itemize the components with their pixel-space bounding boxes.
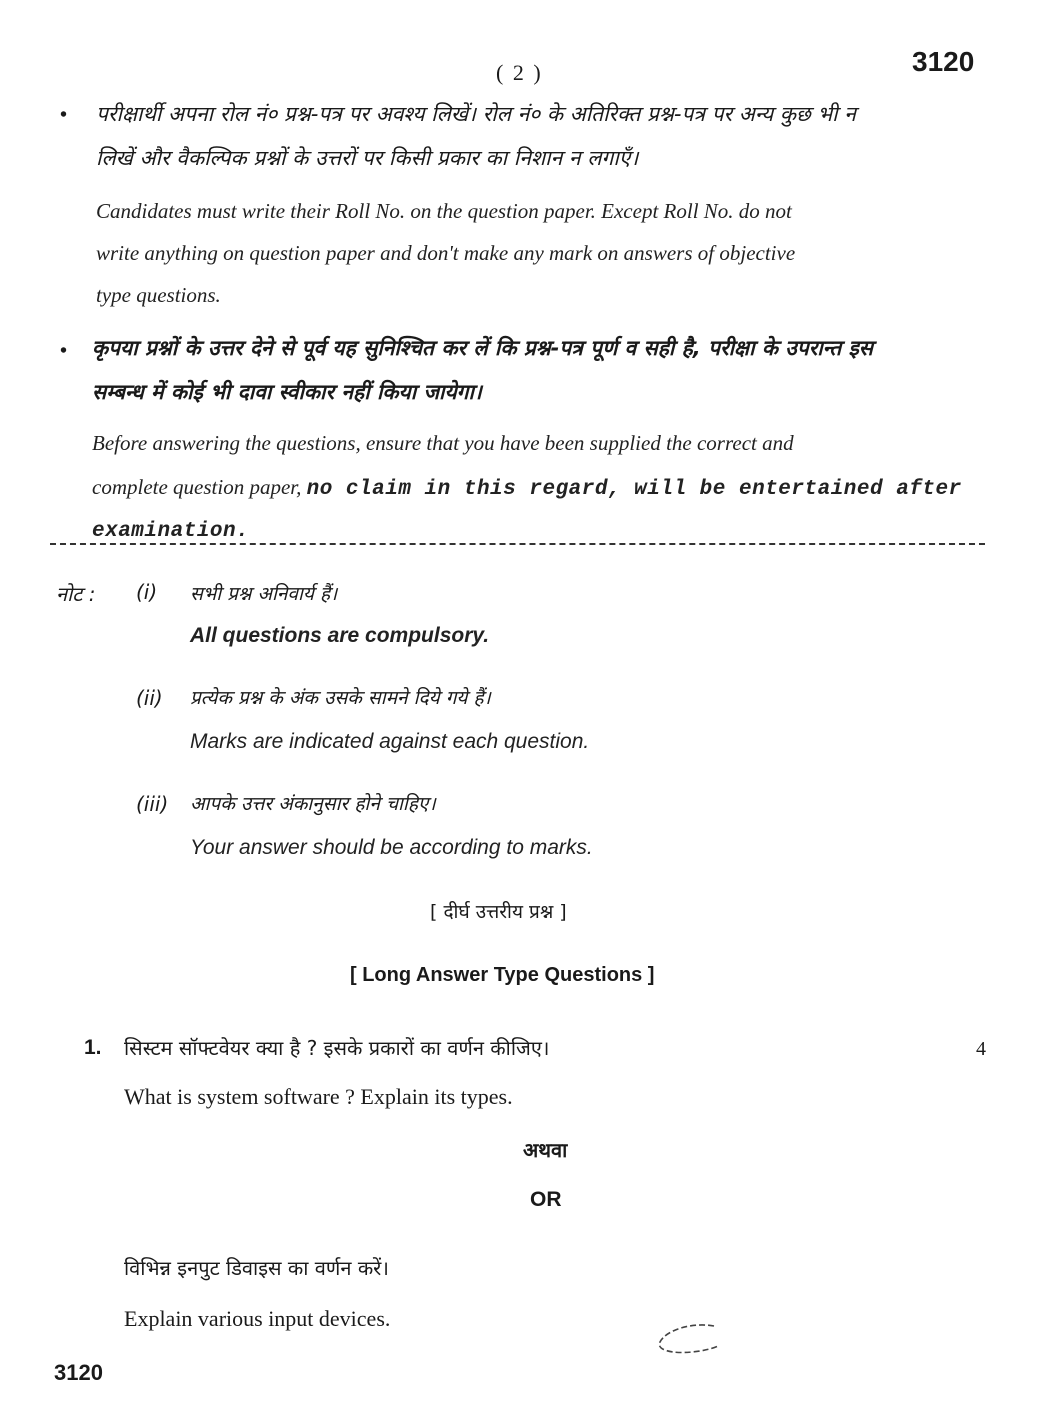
note-item-2-number: (ii) bbox=[136, 686, 163, 710]
instruction-1-english-line-1: Candidates must write their Roll No. on the question paper. Except Roll No. do not bbox=[96, 199, 792, 223]
or-divider-english: OR bbox=[530, 1188, 562, 1211]
question-marks: 4 bbox=[976, 1038, 986, 1060]
instruction-1-english-line-3: type questions. bbox=[96, 283, 221, 307]
instruction-2-english-plain: complete question paper, bbox=[92, 475, 302, 499]
question-number: 1. bbox=[84, 1036, 102, 1059]
instruction-2-english-line-1: Before answering the questions, ensure that you have been supplied the correct and bbox=[92, 431, 794, 455]
bullet-icon: • bbox=[60, 104, 68, 126]
note-item-1-number: (i) bbox=[136, 580, 158, 604]
note-item-1-english: All questions are compulsory. bbox=[190, 624, 490, 647]
alt-question-hindi: विभिन्न इनपुट डिवाइस का वर्णन करें। bbox=[124, 1256, 389, 1280]
divider bbox=[50, 543, 985, 545]
instruction-2-english-line-3 bbox=[92, 506, 249, 555]
instruction-2-english-bold: no claim in this regard, will be entertained after bbox=[306, 478, 962, 501]
question-english: What is system software ? Explain its types. bbox=[124, 1084, 513, 1109]
note-item-1-hindi: सभी प्रश्न अनिवार्य हैं। bbox=[190, 583, 338, 605]
note-item-3-english: Your answer should be according to marks. bbox=[190, 836, 593, 859]
instruction-2-hindi-line-2: सम्बन्ध में कोई भी दावा स्वीकार नहीं किया जायेगा। bbox=[92, 380, 482, 404]
alt-question-english: Explain various input devices. bbox=[124, 1306, 391, 1331]
question-hindi: सिस्टम सॉफ्टवेयर क्या है ? इसके प्रकारों का वर्णन कीजिए। bbox=[124, 1036, 550, 1060]
or-divider-hindi: अथवा bbox=[523, 1138, 568, 1162]
note-label: नोट : bbox=[56, 582, 96, 606]
instruction-1-english-line-2: write anything on question paper and don't make any mark on answers of objective bbox=[96, 241, 796, 265]
paper-code-top: 3120 bbox=[912, 46, 975, 77]
page-number: ( 2 ) bbox=[496, 60, 543, 85]
note-item-3-number: (iii) bbox=[136, 792, 169, 816]
instruction-1-hindi-line-1: परीक्षार्थी अपना रोल नं० प्रश्न-पत्र पर अवश्य लिखें। रोल नं० के अतिरिक्त प्रश्न-पत्र पर अन्य कुछ भी न bbox=[96, 102, 856, 126]
paper-code-bottom: 3120 bbox=[54, 1360, 103, 1385]
instruction-1-hindi-line-2: लिखें और वैकल्पिक प्रश्नों के उत्तरों पर किसी प्रकार का निशान न लगाएँ। bbox=[96, 146, 639, 170]
note-item-2-hindi: प्रत्येक प्रश्न के अंक उसके सामने दिये गये हैं। bbox=[190, 687, 491, 709]
note-item-2-english: Marks are indicated against each question. bbox=[190, 730, 590, 753]
section-heading-hindi: [ दीर्घ उत्तरीय प्रश्न ] bbox=[430, 901, 567, 923]
instruction-2-hindi-line-1: कृपया प्रश्नों के उत्तर देने से पूर्व यह सुनिश्चित कर लें कि प्रश्न-पत्र पूर्ण व सही है, परीक्षा के उपरान्त इस bbox=[92, 336, 874, 360]
instruction-2-english-bold-2: examination. bbox=[92, 520, 250, 543]
section-heading-english: [ Long Answer Type Questions ] bbox=[350, 964, 655, 986]
pen-scribble-mark bbox=[652, 1318, 732, 1358]
bullet-icon: • bbox=[60, 340, 68, 362]
note-item-3-hindi: आपके उत्तर अंकानुसार होने चाहिए। bbox=[190, 793, 436, 815]
